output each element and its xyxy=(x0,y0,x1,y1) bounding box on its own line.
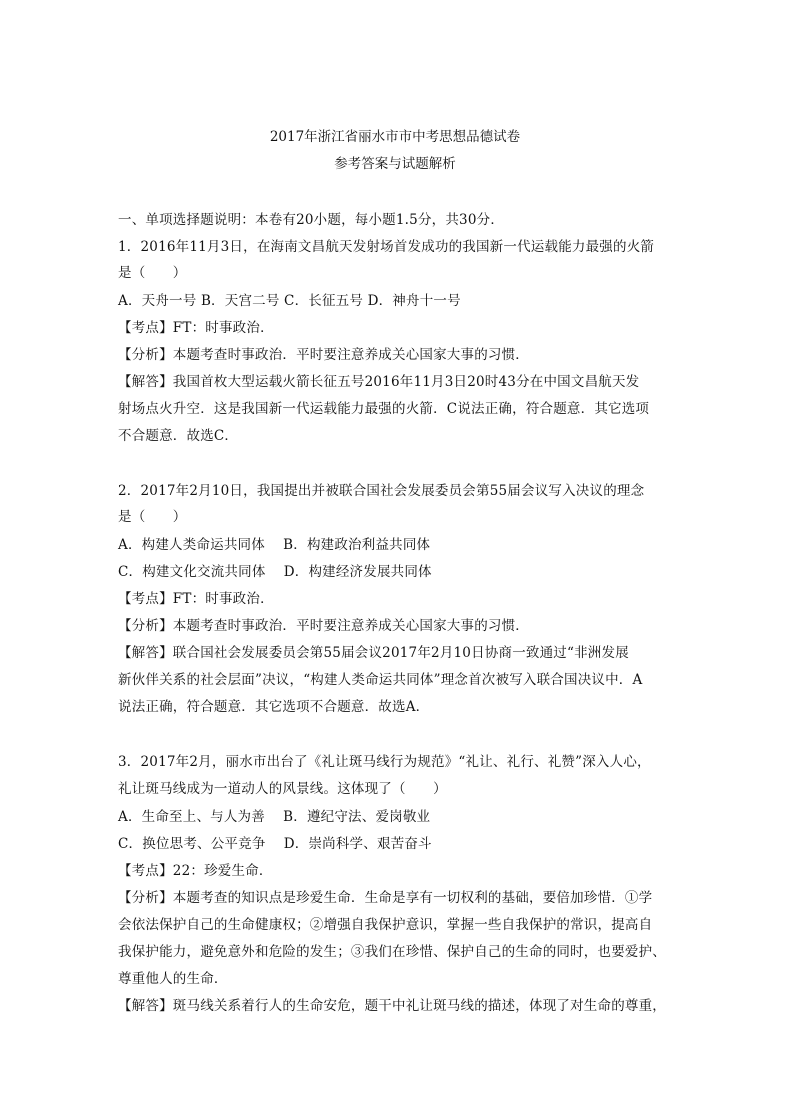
q3-fenxi-line-2: 会依法保护自己的生命健康权；②增强自我保护意识，掌握一些自我保护的常识，提高自 xyxy=(118,917,653,933)
q1-jieda-line-2: 射场点火升空．这是我国新一代运载能力最强的火箭．C说法正确，符合题意．其它选项 xyxy=(118,401,650,417)
q2-kaodian: 【考点】FT：时事政治． xyxy=(118,591,274,607)
q3-stem-line-1: 3．2017年2月，丽水市出台了《礼让斑马线行为规范》“礼让、礼行、礼赞”深入人心， xyxy=(118,754,651,770)
q2-jieda-line-2: 新伙伴关系的社会层面”决议，“构建人类命运共同体”理念首次被写入联合国决议中．A xyxy=(118,672,643,688)
section-header: 一、单项选择题说明：本卷有20小题，每小题1.5分，共30分． xyxy=(118,212,505,228)
q1-stem-line-1: 1．2016年11月3日，在海南文昌航天发射场首发成功的我国新一代运载能力最强的火箭 xyxy=(118,239,655,255)
q1-jieda-line-1: 【解答】我国首枚大型运载火箭长征五号2016年11月3日20时43分在中国文昌航天发 xyxy=(118,374,640,390)
document-title: 2017年浙江省丽水市市中考思想品德试卷 xyxy=(269,129,521,145)
q2-options-line-2: C．构建文化交流共同体 D．构建经济发展共同体 xyxy=(118,564,432,580)
q2-jieda-line-1: 【解答】联合国社会发展委员会第55届会议2017年2月10日协商一致通过“非洲发展 xyxy=(118,645,629,661)
q3-options-line-2: C．换位思考、公平竞争 D．崇尚科学、艰苦奋斗 xyxy=(118,836,432,852)
q3-stem-line-2: 礼让斑马线成为一道动人的风景线。这体现了（ ） xyxy=(118,781,447,797)
q3-jieda-line-1: 【解答】斑马线关系着行人的生命安危，题干中礼让斑马线的描述，体现了对生命的尊重， xyxy=(118,998,666,1014)
q1-options: A．天舟一号 B．天宫二号 C．长征五号 D．神舟十一号 xyxy=(118,293,461,309)
q3-fenxi-line-4: 尊重他人的生命． xyxy=(118,971,228,987)
q2-options-line-1: A．构建人类命运共同体 B．构建政治利益共同体 xyxy=(118,537,431,553)
q2-jieda-line-3: 说法正确，符合题意．其它选项不合题意．故选A． xyxy=(118,699,430,715)
document-subtitle: 参考答案与试题解析 xyxy=(334,156,456,172)
q3-fenxi-line-1: 【分析】本题考查的知识点是珍爱生命．生命是享有一切权利的基础，要倍加珍惜．①学 xyxy=(118,890,653,906)
q1-stem-line-2: 是（ ） xyxy=(118,265,187,281)
q3-kaodian: 【考点】22：珍爱生命． xyxy=(118,863,273,879)
q2-stem-line-2: 是（ ） xyxy=(118,509,187,525)
q1-jieda-line-3: 不合题意．故选C． xyxy=(118,428,239,444)
q2-fenxi: 【分析】本题考查时事政治．平时要注意养成关心国家大事的习惯． xyxy=(118,618,529,634)
q3-fenxi-line-3: 我保护能力，避免意外和危险的发生；③我们在珍惜、保护自己的生命的同时，也要爱护、 xyxy=(118,944,666,960)
q3-options-line-1: A．生命至上、与人为善 B．遵纪守法、爱岗敬业 xyxy=(118,809,431,825)
q1-fenxi: 【分析】本题考查时事政治．平时要注意养成关心国家大事的习惯． xyxy=(118,347,529,363)
q2-stem-line-1: 2．2017年2月10日，我国提出并被联合国社会发展委员会第55届会议写入决议的理念 xyxy=(118,483,645,499)
q1-kaodian: 【考点】FT：时事政治． xyxy=(118,320,274,336)
